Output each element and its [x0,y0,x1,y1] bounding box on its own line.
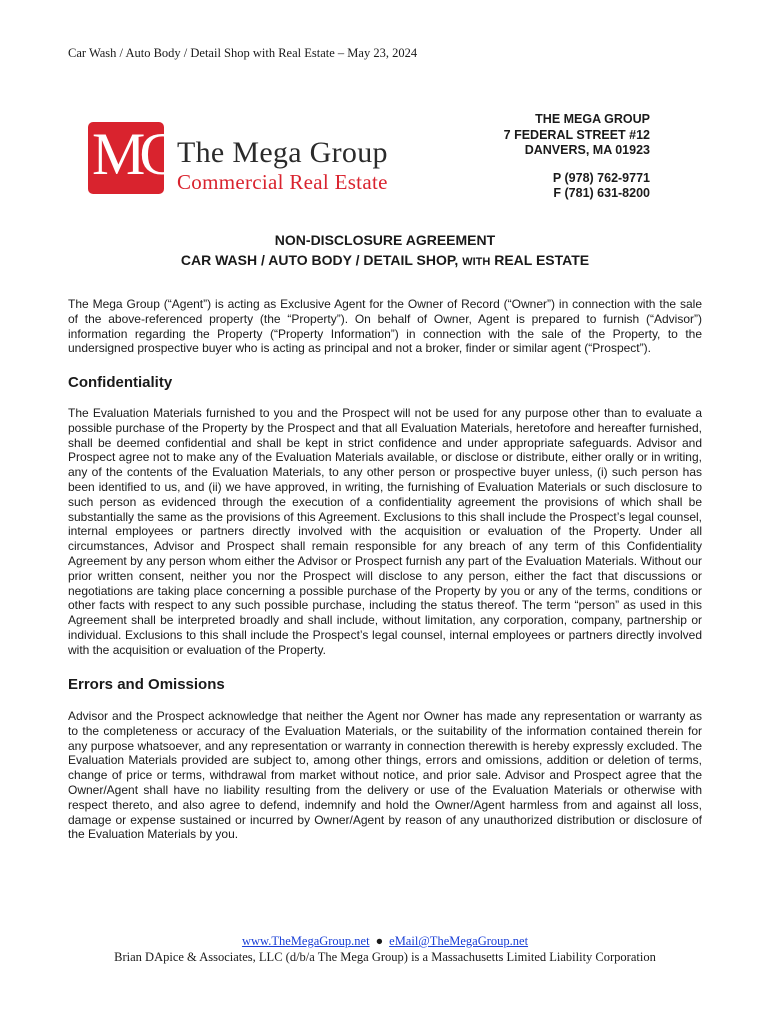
subtitle-part-c: REAL ESTATE [490,252,590,268]
logo-mark [88,121,177,194]
footer-links [0,934,770,949]
address-city: DANVERS, MA 01923 [524,143,650,157]
company-logo [88,122,428,196]
intro-paragraph: The Mega Group (“Agent”) is acting as Exclusive Agent for the Owner of Record (“Owner”) in connection with the sale of the above-referenced property (the “Property”). On behalf of Owner, Agent is prepared to furnish (“Advisor”) information regarding the Property (“Property Information”) in connection with the sale of the Property, to the undersigned prospective buyer who is acting as principal and not a broker, finder or similar agent (“Prospect”). [68,297,702,356]
footer-legal: Brian DApice & Associates, LLC (d/b/a The Mega Group) is a Massachusetts Limited Liability Corporation [114,950,656,964]
document-subtitle [0,252,770,268]
errors-paragraph: Advisor and the Prospect acknowledge that neither the Agent nor Owner has made any representation or warranty as to the completeness or accuracy of the Evaluation Materials, or the suitability of the information contained therein for any purpose whatsoever, and any representation or warranty in connection therewith is hereby expressly excluded. The Evaluation Materials provided are subject to, among other things, errors and omissions, addition or deletion of terms, change of price or terms, withdrawal from market without notice, and prior sale. Advisor and Prospect agree that the Owner/Agent shall have no liability resulting from the delivery or use of the Evaluation Materials or otherwise with respect thereto, and also agree to defend, indemnify and hold the Owner/Agent harmless from and against all loss, damage or expense sustained or incurred by Owner/Agent by reason of any unauthorized distribution or disclosure of the Evaluation Materials by you. [68,709,702,842]
errors-heading: Errors and Omissions [68,676,225,693]
document-title: NON-DISCLOSURE AGREEMENT [274,232,496,248]
confidentiality-heading: Confidentiality [68,374,173,391]
running-header: Car Wash / Auto Body / Detail Shop with Real Estate – May 23, 2024 [68,46,418,60]
company-address [504,112,650,202]
address-street: 7 FEDERAL STREET #12 [503,127,650,142]
address-fax: F (781) 631-8200 [553,186,650,200]
logo-mark-letters: MG [92,121,177,187]
subtitle-part-b: WITH [462,256,491,268]
website-link[interactable]: www.TheMegaGroup.net [241,934,370,948]
confidentiality-paragraph: The Evaluation Materials furnished to you and the Prospect will not be used for any purpose other than to evaluate a possible purchase of the Property by the Prospect and that all Evaluation Materials, heretofore and hereafter furnished, shall be deemed confidential and shall be kept in strict confidence and under appropriate safeguards. Advisor and Prospect agree not to make any of the Evaluation Materials available, or disclose or distribute, either orally or in writing, any of the contents of the Evaluation Materials, to any other person or prospective buyer unless, (i) such person has been identified to us, and (ii) we have approved, in writing, the furnishing of Evaluation Materials or such disclosure to such person as evidenced through the execution of a confidentiality agreement the provisions of which shall be substantially the same as the provisions of this Agreement. Exclusions to this shall include the Prospect’s legal counsel, internal employees or partners directly involved with the acquisition or evaluation of the Property. Under all circumstances, Advisor and Prospect shall remain responsible for any breach of any term of this Confidentiality Agreement by any person whom either the Advisor or Prospect furnish any part of the Evaluation Materials. Without our prior written consent, neither you nor the Prospect will disclose to any person, either the fact that discussions or negotiations are taking place concerning a possible purchase of the Property by you or any of the terms, conditions or other facts with respect to any such possible purchase, including the status thereof. The term “person” as used in this Agreement shall be interpreted broadly and shall include, without limitation, any corporation, company, partnership or individual. Exclusions to this shall include the Prospect’s legal counsel, internal employees or partners directly involved with the acquisition or evaluation of the Property. [68,406,702,657]
subtitle-part-a: CAR WASH / AUTO BODY / DETAIL SHOP, [180,252,463,268]
email-link[interactable]: eMail@TheMegaGroup.net [389,934,529,948]
address-company-name: THE MEGA GROUP [535,112,650,126]
footer-separator: ● [375,934,384,948]
address-phone: P (978) 762-9771 [552,170,650,185]
logo-subtitle: Commercial Real Estate [177,170,388,194]
logo-title: The Mega Group [177,136,388,169]
